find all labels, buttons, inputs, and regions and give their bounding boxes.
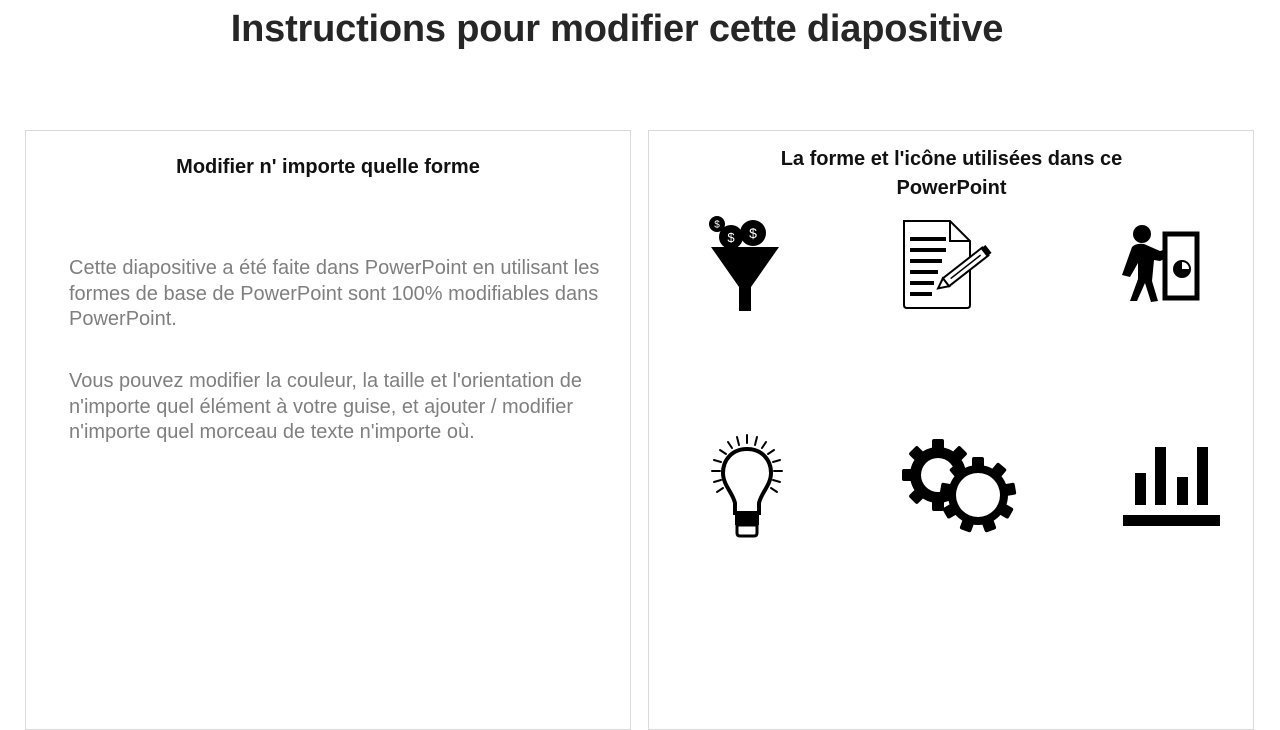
gears-icon [900, 437, 1018, 535]
edit-shapes-heading: Modifier n' importe quelle forme [176, 156, 480, 178]
dollar-glyph: $ [727, 230, 735, 245]
edit-shapes-panel [25, 130, 631, 730]
icons-panel [648, 130, 1254, 730]
slide-title: Instructions pour modifier cette diapositive [230, 8, 1004, 50]
dollar-glyph: $ [714, 219, 720, 231]
money-funnel-icon [707, 215, 783, 313]
dollar-glyph: $ [749, 225, 757, 241]
icons-panel-heading: La forme et l'icône utilisées dans ce PowerPoint [780, 148, 1123, 199]
instructions-paragraph: Vous pouvez modifier la couleur, la taille et l'orientation de n'importe quel élément à votre guise, et ajouter / modifier n'importe quel morceau de texte n'importe où. [69, 370, 583, 443]
document-pencil-icon [900, 217, 1000, 311]
bar-chart-icon [1122, 445, 1222, 529]
description-paragraph: Cette diapositive a été faite dans PowerPoint en utilisant les formes de base de PowerPoint sont 100% modifiables dans PowerPoint. [69, 257, 600, 330]
lightbulb-icon [706, 433, 788, 539]
person-presentation-icon [1118, 221, 1202, 303]
